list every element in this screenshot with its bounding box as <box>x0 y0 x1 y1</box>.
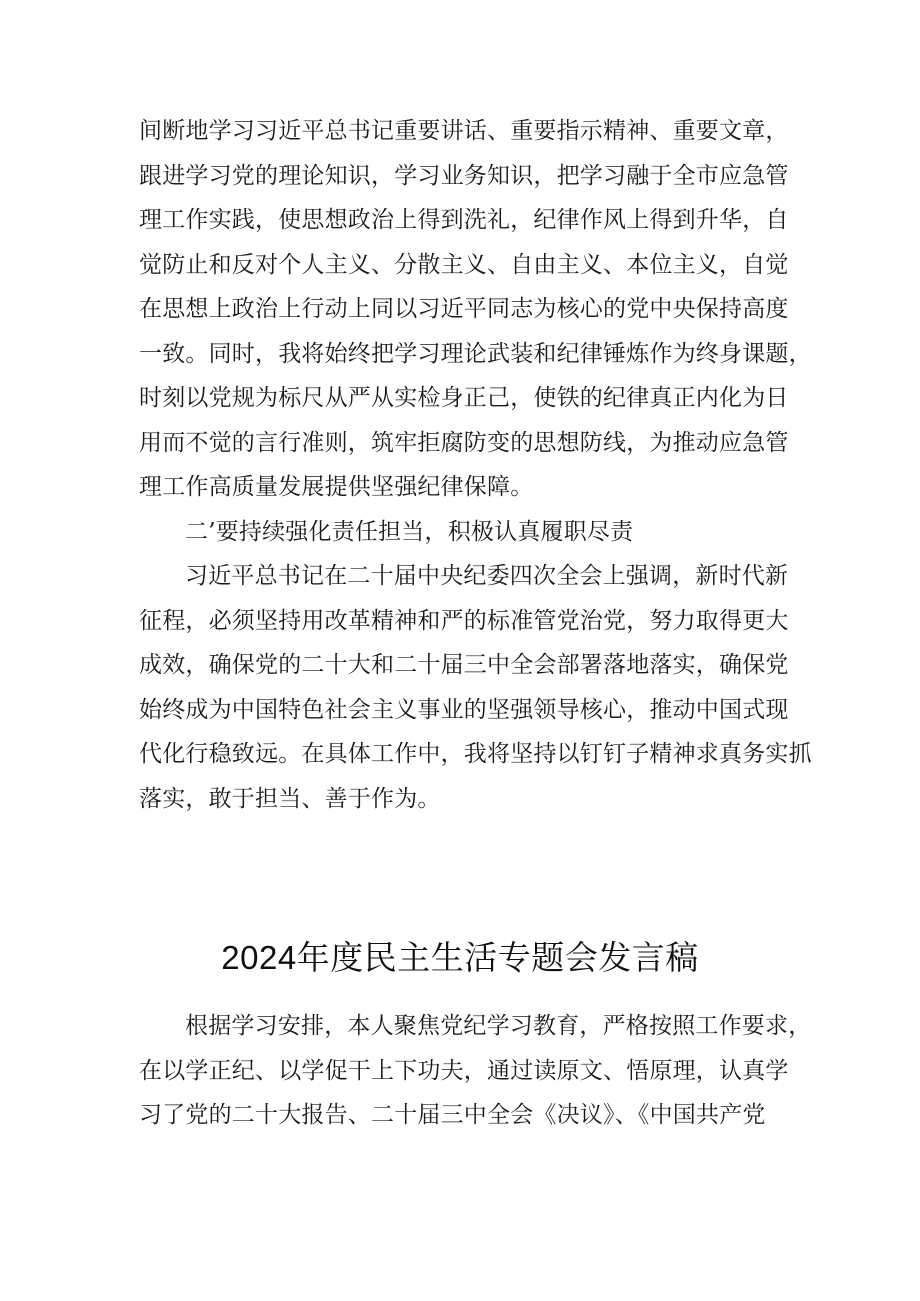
paragraph-line: 在思想上政治上行动上同以习近平同志为核心的党中央保持高度 <box>139 296 789 322</box>
paragraph-line: 跟进学习党的理论知识，学习业务知识，把学习融于全市应急管 <box>139 163 789 189</box>
paragraph-line: 习近平总书记在二十届中央纪委四次全会上强调，新时代新 <box>185 563 789 589</box>
paragraph-line: 时刻以党规为标尺从严从实检身正己，使铁的纪律真正内化为日 <box>139 385 789 411</box>
paragraph-line: 根据学习安排，本人聚焦党纪学习教育，严格按照工作要求， <box>185 1013 812 1039</box>
paragraph-line: 觉防止和反对个人主义、分散主义、自由主义、本位主义，自觉 <box>139 252 789 278</box>
paragraph-line: 落实，敢于担当、善于作为。 <box>139 786 441 812</box>
paragraph-line: 始终成为中国特色社会主义事业的坚强领导核心，推动中国式现 <box>139 697 789 723</box>
paragraph-line: 用而不觉的言行准则，筑牢拒腐防变的思想防线，为推动应急管 <box>139 430 789 456</box>
paragraph-line: 成效，确保党的二十大和二十届三中全会部署落地落实，确保党 <box>139 652 789 678</box>
document-title: 2024年度民主生活专题会发言稿 <box>221 939 699 976</box>
paragraph-line: 征程，必须坚持用改革精神和严的标准管党治党，努力取得更大 <box>139 608 789 634</box>
paragraph-line: 习了党的二十大报告、二十届三中全会《决议》、《中国共产党 <box>139 1102 766 1128</box>
section-heading: 二’要持续强化责任担当，积极认真履职尽责 <box>185 519 634 545</box>
paragraph-line: 理工作高质量发展提供坚强纪律保障。 <box>139 474 534 500</box>
paragraph-line: 间断地学习习近平总书记重要讲话、重要指示精神、重要文章， <box>139 118 789 144</box>
paragraph-line: 理工作实践，使思想政治上得到洗礼，纪律作风上得到升华，自 <box>139 207 789 233</box>
paragraph-line: 在以学正纪、以学促干上下功夫，通过读原文、悟原理，认真学 <box>139 1058 789 1084</box>
paragraph-line: 一致。同时，我将始终把学习理论武装和纪律锤炼作为终身课题， <box>139 341 812 367</box>
paragraph-line: 代化行稳致远。在具体工作中，我将坚持以钉钉子精神求真务实抓 <box>139 741 812 767</box>
